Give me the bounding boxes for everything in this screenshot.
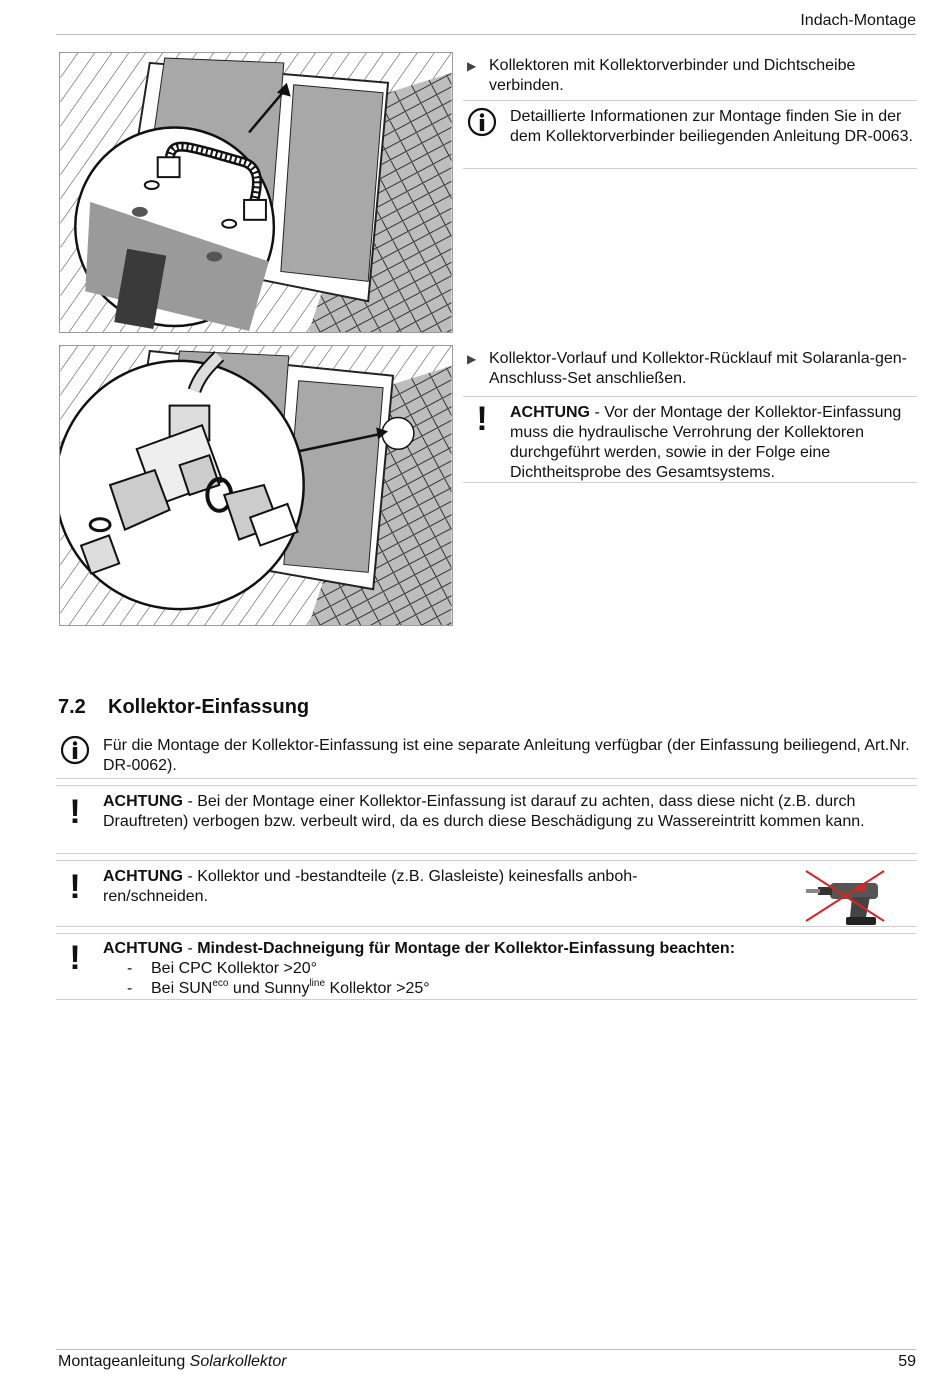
list-item-mid: und Sunny (228, 980, 310, 997)
warning-bold-text: Mindest-Dachneigung für Montage der Kollektor-Einfassung beachten: (197, 940, 736, 957)
list-item-text (151, 979, 430, 999)
page-number: 59 (898, 1353, 916, 1370)
warning-label: ACHTUNG (103, 793, 183, 810)
no-drill-icon (800, 865, 890, 927)
header-divider (56, 34, 916, 35)
footer-doc-italic: Solarkollektor (189, 1353, 287, 1370)
warning-text: - Kollektor und -bestandteile (z.B. Glasleiste) keinesfalls anboh-ren/schneiden. (103, 868, 638, 905)
step-connect-flow-return (467, 349, 917, 389)
list-item-text: Bei CPC Kollektor >20° (151, 960, 318, 977)
warning-note-no-bending (56, 785, 917, 854)
warning-heading (103, 939, 917, 959)
collector-connector-drawing (60, 53, 452, 332)
exclamation-icon: ! (69, 939, 81, 977)
arrow-right-icon: ▶ (467, 352, 477, 366)
exclamation-icon: ! (69, 793, 81, 831)
info-note-connector (463, 100, 917, 169)
step-text: Kollektor-Vorlauf und Kollektor-Rücklauf mit Solaranla-gen-Anschluss-Set anschließen. (489, 350, 907, 387)
section-heading (58, 696, 309, 719)
superscript-line: line (309, 978, 326, 989)
solar-connection-drawing (60, 346, 452, 625)
header-title: Indach-Montage (800, 12, 916, 29)
solar-connection-set-illustration (59, 345, 453, 626)
list-dash: - (127, 960, 133, 977)
warning-note-text (103, 786, 917, 838)
warning-text: - Vor der Montage der Kollektor-Einfassung muss die hydraulische Verrohrung der Kollektoren durchgeführt werden, sowie in der Folge eine Dichtheitsprobe des Gesamtsystems. (510, 404, 902, 481)
list-item-suffix: Kollektor >25° (325, 980, 430, 997)
warning-label: ACHTUNG (510, 404, 590, 421)
info-icon (463, 107, 501, 142)
collector-connector-illustration (59, 52, 453, 333)
list-item (103, 979, 917, 999)
section-number: 7.2 (58, 696, 86, 718)
warning-text: - Bei der Montage einer Kollektor-Einfassung ist darauf zu achten, dass diese nicht (z.B. durch Drauftreten) verbogen bzw. verbeult wird, da es durch diese Beschädigung zu Wassereintritt kommen kann. (103, 793, 865, 830)
step-text: Kollektoren mit Kollektorverbinder und Dichtscheibe verbinden. (489, 57, 856, 94)
info-note-text: Für die Montage der Kollektor-Einfassung ist eine separate Anleitung verfügbar (der Einfassung beiliegend, Art.Nr. DR-0062). (103, 737, 910, 774)
list-dash: - (127, 980, 133, 997)
info-note-text: Detaillierte Informationen zur Montage finden Sie in der dem Kollektorverbinder beiliegenden Anleitung DR-0063. (510, 108, 913, 145)
exclamation-icon: ! (476, 400, 488, 438)
superscript-eco: eco (212, 978, 229, 989)
warning-label: ACHTUNG (103, 868, 183, 885)
divider (56, 926, 916, 927)
arrow-right-icon: ▶ (467, 59, 477, 73)
info-icon (56, 735, 94, 770)
list-item-prefix: Bei SUN (151, 980, 213, 997)
footer-document-title (58, 1353, 287, 1371)
step-connect-collectors (467, 56, 917, 96)
list-item (103, 959, 917, 979)
section-title: Kollektor-Einfassung (108, 696, 310, 718)
warning-note-no-drilling (56, 860, 917, 927)
warning-note-text (103, 861, 703, 913)
warning-note-min-roof-pitch (56, 933, 917, 1000)
exclamation-icon: ! (69, 868, 81, 906)
warning-note-body (103, 933, 917, 1005)
warning-note-text (510, 397, 917, 489)
warning-separator: - (183, 940, 198, 957)
warning-note-piping (463, 396, 917, 483)
warning-label: ACHTUNG (103, 940, 183, 957)
footer-doc-text: Montageanleitung (58, 1353, 190, 1370)
info-note-separate-manual (56, 730, 917, 779)
footer-divider (56, 1349, 916, 1350)
